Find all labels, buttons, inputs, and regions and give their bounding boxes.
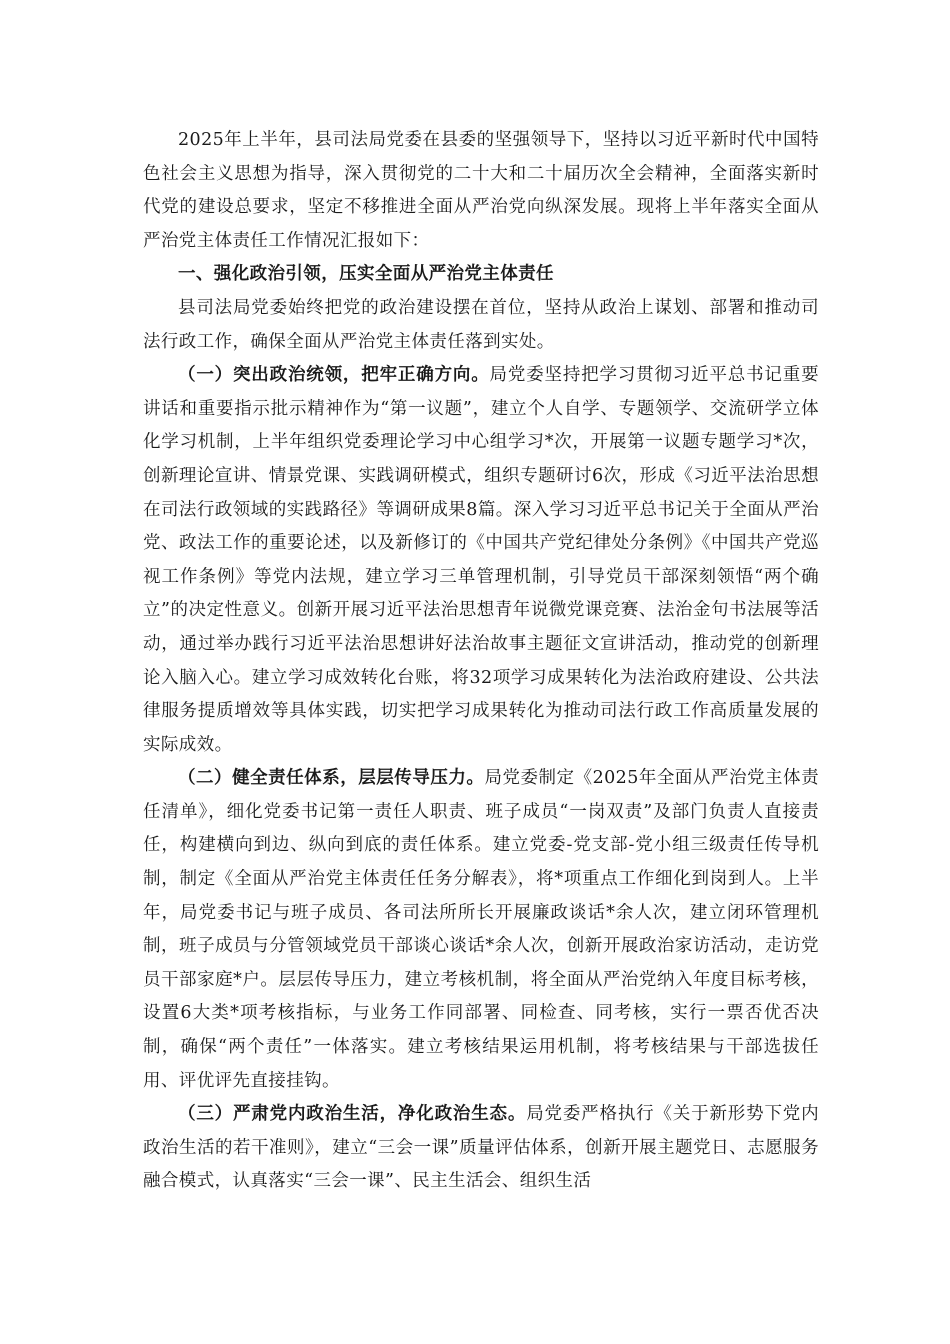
item-body-1: 局党委坚持把学习贯彻习近平总书记重要讲话和重要指示批示精神作为“第一议题”，建立个人自学、专题领学、交流研学立体化学习机制，上半年组织党委理论学习中心组学习*次，开展第一议题专题学习*次，创新理论宣讲、情景党课、实践调研模式，组织专题研讨6次，形成《习近平法治思想在司法行政领域的实践路径》等调研成果8篇。深入学习习近平总书记关于全面从严治党、政法工作的重要论述，以及新修订的《中国共产党纪律处分条例》《中国共产党巡视工作条例》等党内法规，建立学习三单管理机制，引导党员干部深刻领悟“两个确立”的决定性意义。创新开展习近平法治思想青年说微党课竞赛、法治金句书法展等活动，通过举办践行习近平法治思想讲好法治故事主题征文宣讲活动，推动党的创新理论入脑入心。建立学习成效转化台账，将32项学习成果转化为法治政府建设、公共法律服务提质增效等具体实践，切实把学习成果转化为推动司法行政工作高质量发展的实际成效。 — [143, 365, 819, 755]
item-title-1: （一）突出政治统领，把牢正确方向。 — [178, 365, 490, 386]
document-body — [143, 124, 819, 1199]
item-paragraph-2 — [143, 762, 819, 1098]
item-title-3: （三）严肃党内政治生活，净化政治生态。 — [178, 1104, 527, 1125]
item-paragraph-1 — [143, 359, 819, 762]
item-body-2: 局党委制定《2025年全面从严治党主体责任清单》，细化党委书记第一责任人职责、班子成员“一岗双责”及部门负责人直接责任，构建横向到边、纵向到底的责任体系。建立党委-党支部-党小组三级责任传导机制，制定《全面从严治党主体责任任务分解表》，将*项重点工作细化到岗到人。上半年，局党委书记与班子成员、各司法所所长开展廉政谈话*余人次，建立闭环管理机制，班子成员与分管领域党员干部谈心谈话*余人次，创新开展政治家访活动，走访党员干部家庭*户。层层传导压力，建立考核机制，将全面从严治党纳入年度目标考核，设置6大类*项考核指标，与业务工作同部署、同检查、同考核，实行一票否优否决制，确保“两个责任”一体落实。建立考核结果运用机制，将考核结果与干部选拔任用、评优评先直接挂钩。 — [143, 768, 819, 1091]
section-intro-paragraph: 县司法局党委始终把党的政治建设摆在首位，坚持从政治上谋划、部署和推动司法行政工作，确保全面从严治党主体责任落到实处。 — [143, 297, 819, 352]
item-title-2: （二）健全责任体系，层层传导压力。 — [178, 768, 485, 789]
section-heading: 一、强化政治引领，压实全面从严治党主体责任 — [178, 264, 554, 285]
intro-paragraph: 2025年上半年，县司法局党委在县委的坚强领导下，坚持以习近平新时代中国特色社会主义思想为指导，深入贯彻党的二十大和二十届历次全会精神，全面落实新时代党的建设总要求，坚定不移推进全面从严治党向纵深发展。现将上半年落实全面从严治党主体责任工作情况汇报如下： — [143, 130, 819, 251]
item-paragraph-3 — [143, 1098, 819, 1199]
item-body-3: 局党委严格执行《关于新形势下党内政治生活的若干准则》，建立“三会一课”质量评估体系，创新开展主题党日、志愿服务融合模式，认真落实“三会一课”、民主生活会、组织生活 — [143, 1104, 819, 1192]
